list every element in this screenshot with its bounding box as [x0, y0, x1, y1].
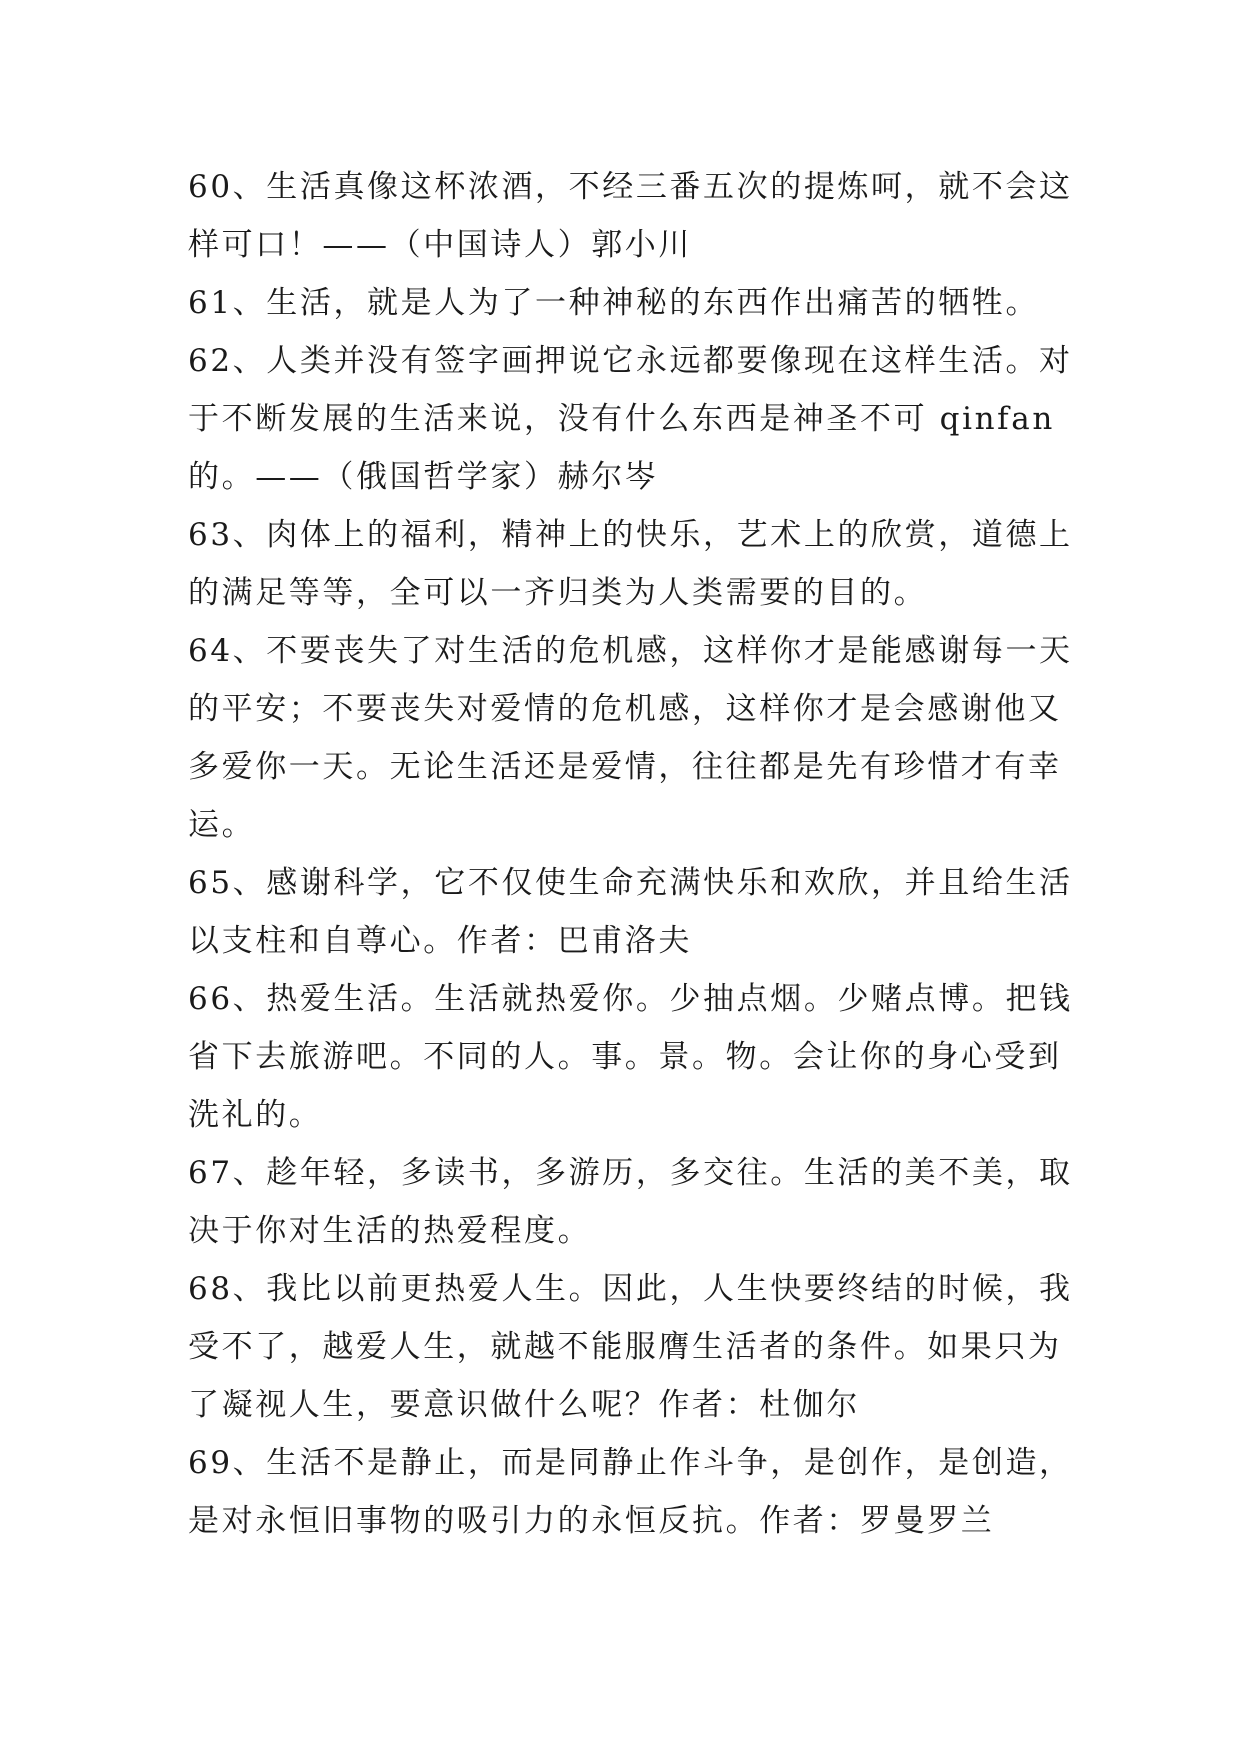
quote-paragraph-63 [188, 506, 1073, 622]
text-line: 62、人类并没有签字画押说它永远都要像现在这样生活。对 [188, 343, 1073, 379]
text-line: 样可口！——（中国诗人）郭小川 [188, 227, 692, 263]
text-line: 是对永恒旧事物的吸引力的永恒反抗。作者：罗曼罗兰 [188, 1503, 995, 1539]
text-line: 65、感谢科学，它不仅使生命充满快乐和欢欣，并且给生活 [188, 865, 1073, 901]
text-line: 的。——（俄国哲学家）赫尔岑 [188, 459, 659, 495]
text-line: 60、生活真像这杯浓酒，不经三番五次的提炼呵，就不会这 [188, 169, 1073, 205]
document-body [188, 158, 1073, 1550]
text-line: 洗礼的。 [188, 1097, 323, 1133]
text-line: 67、趁年轻，多读书，多游历，多交往。生活的美不美，取 [188, 1155, 1073, 1191]
text-line: 的满足等等，全可以一齐归类为人类需要的目的。 [188, 575, 928, 611]
quote-paragraph-62 [188, 332, 1073, 506]
quote-paragraph-60 [188, 158, 1073, 274]
text-line: 省下去旅游吧。不同的人。事。景。物。会让你的身心受到 [188, 1039, 1062, 1075]
text-line: 多爱你一天。无论生活还是爱情，往往都是先有珍惜才有幸 [188, 749, 1062, 785]
text-line: 受不了，越爱人生，就越不能服膺生活者的条件。如果只为 [188, 1329, 1062, 1365]
quote-paragraph-66 [188, 970, 1073, 1144]
text-line: 决于你对生活的热爱程度。 [188, 1213, 592, 1249]
text-line: 61、生活，就是人为了一种神秘的东西作出痛苦的牺牲。 [188, 285, 1040, 321]
text-line: 于不断发展的生活来说，没有什么东西是神圣不可 qinfan [188, 401, 1055, 437]
text-line: 63、肉体上的福利，精神上的快乐，艺术上的欣赏，道德上 [188, 517, 1073, 553]
quote-paragraph-69 [188, 1434, 1073, 1550]
text-line: 64、不要丧失了对生活的危机感，这样你才是能感谢每一天 [188, 633, 1073, 669]
quote-paragraph-67 [188, 1144, 1073, 1260]
text-line: 的平安；不要丧失对爱情的危机感，这样你才是会感谢他又 [188, 691, 1062, 727]
text-line: 了凝视人生，要意识做什么呢？作者：杜伽尔 [188, 1387, 860, 1423]
text-line: 68、我比以前更热爱人生。因此，人生快要终结的时候，我 [188, 1271, 1073, 1307]
text-line: 运。 [188, 807, 256, 843]
text-line: 66、热爱生活。生活就热爱你。少抽点烟。少赌点博。把钱 [188, 981, 1073, 1017]
text-line: 以支柱和自尊心。作者：巴甫洛夫 [188, 923, 692, 959]
quote-paragraph-68 [188, 1260, 1073, 1434]
quote-paragraph-64 [188, 622, 1073, 854]
quote-paragraph-61 [188, 274, 1068, 332]
quote-paragraph-65 [188, 854, 1073, 970]
text-line: 69、生活不是静止，而是同静止作斗争，是创作，是创造， [188, 1445, 1073, 1481]
